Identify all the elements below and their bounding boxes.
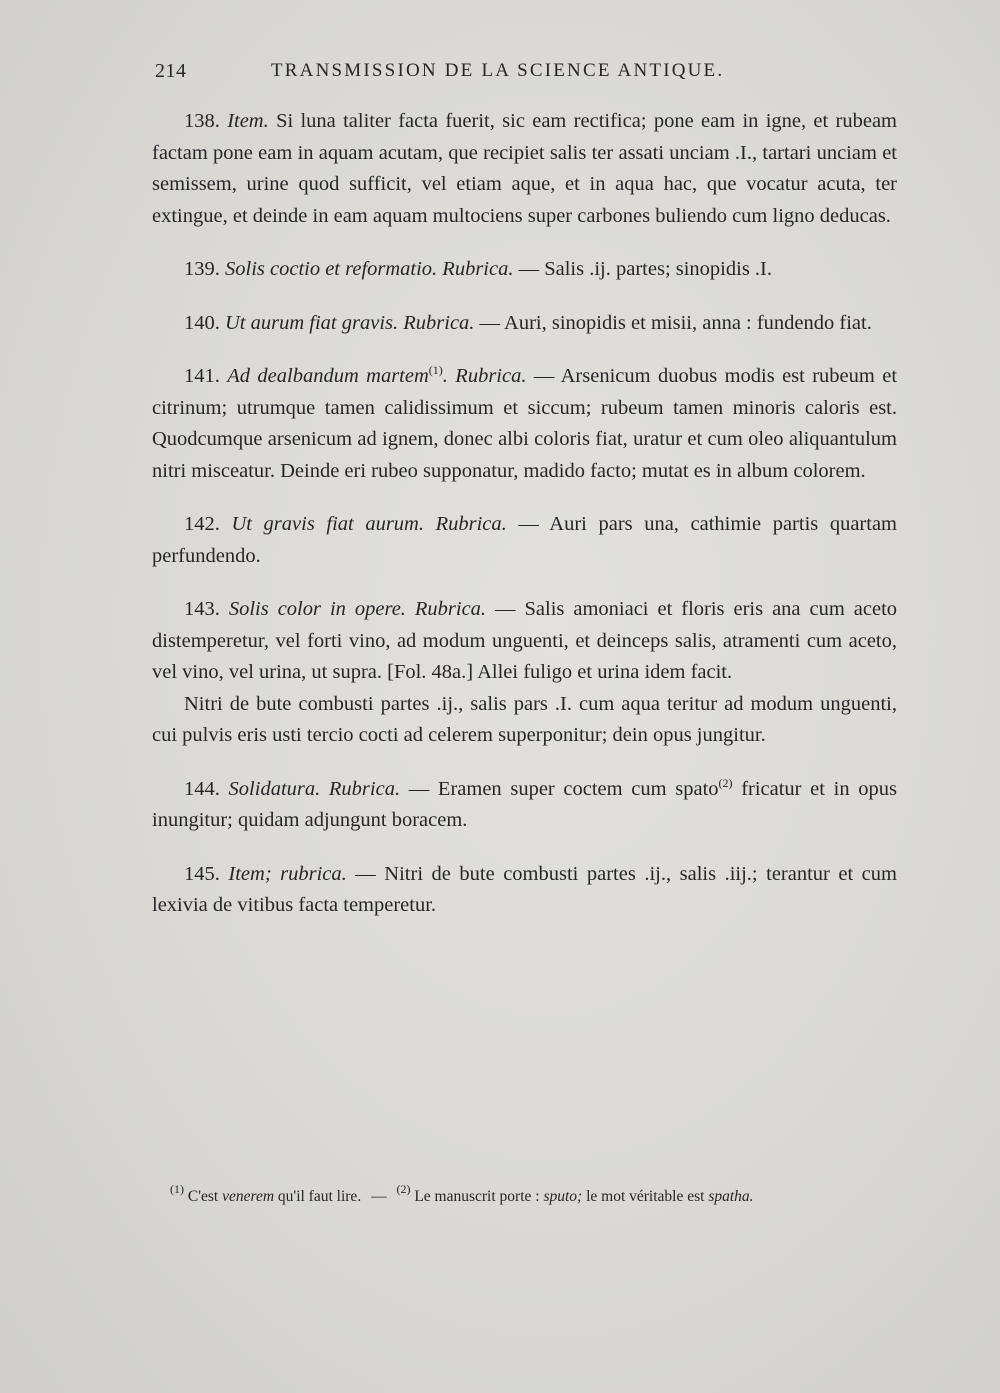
body-text [152,106,897,944]
entry-text: — Salis amoniaci et floris eris ana cum aceto distemperetur, vel forti vino, ad modum unguenti, et deinceps salis, atramenti cum aceto, vel vino, vel urina, ut supra. [Fol. 48a.] Allei fuligo et urina idem facit. [152,598,898,683]
entry-number: 142. [184,513,220,535]
entry-title: Ut aurum fiat gravis. Rubrica. [225,311,475,334]
footnote-ref-2: (2) [718,775,733,790]
footnote-separator: — [371,1188,387,1205]
entry-143 [152,594,897,689]
entry-144 [152,774,897,837]
entry-number: 139. [184,258,220,280]
entry-141 [152,361,897,487]
entry-number: 144. [184,777,220,800]
footnote-2-text-mid: le mot véritable est [586,1188,705,1205]
footnotes [148,1182,893,1209]
entry-title: Solis coctio et reformatio. Rubrica. [225,258,514,280]
entry-140 [152,308,897,340]
entry-title: Ad dealbandum martem [227,365,429,387]
entry-title: Ut gravis fiat aurum. Rubrica. [231,513,507,535]
entry-number: 138. [184,110,220,132]
footnote-mark-2: (2) [396,1182,411,1196]
entry-title: Solidatura. Rubrica. [228,777,401,800]
entry-text: fricatur et in opus inungitur; quidam adjungunt boracem. [152,777,897,831]
footnote-2-italic: sputo; [543,1188,583,1205]
entry-text-before-ref: — Eramen super coctem cum spato [408,777,719,800]
entry-text: — Nitri de bute combusti partes .ij., salis .iij.; terantur et cum lexivia de vitibus facta temperetur. [152,862,897,916]
entry-title: Item; rubrica. [228,862,347,885]
entry-142 [152,509,897,572]
footnote-mark-1: (1) [170,1182,184,1196]
entry-number: 145. [184,862,220,885]
running-title: TRANSMISSION DE LA SCIENCE ANTIQUE. [271,60,725,81]
entry-title: Item. [227,110,269,132]
footnote-1-text-end: qu'il faut lire. [277,1188,362,1205]
entry-text: — Auri, sinopidis et misii, anna : fundendo fiat. [479,311,872,334]
footnote-2-text: Le manuscrit porte : [414,1188,540,1205]
entry-number: 143. [184,598,220,620]
entry-title: Solis color in opere. Rubrica. [228,598,487,620]
entry-text: — Auri pars una, cathimie partis quartam perfundendo. [152,513,897,567]
entry-143-continuation [152,689,897,752]
entry-text: — Arsenicum duobus modis est rubeum et citrinum; utrumque tamen calidissimum et siccum; rubeum tamen minoris caloris est. Quodcumque arsenicum ad ignem, donec albi coloris fiat, uratur et cum oleo aliquantulum nitri misceatur. Deinde eri rubeo supponatur, madido facto; mutat es in album colorem. [152,365,898,482]
entry-title-rubrica: . Rubrica. [442,365,527,387]
entry-139 [152,254,897,286]
page-number: 214 [155,60,187,82]
entry-138 [152,106,897,232]
entry-text: Si luna taliter facta fuerit, sic eam rectifica; pone eam in igne, et rubeam factam pone eam in aquam acutam, que recipiet salis ter assati unciam .I., tartari unciam et semissem, urine quod sufficit, vel etiam aque, et in aqua hac, que vocatur acuta, ter extingue, et deinde in eam aquam multociens super carbones buliendo cum ligno deducas. [152,110,898,227]
entry-number: 141. [184,365,220,387]
entry-text: — Salis .ij. partes; sinopidis .I. [518,258,773,280]
footnote-1-text: C'est [187,1188,219,1205]
page-header [155,60,895,90]
footnote-1-italic: venerem [222,1188,275,1205]
entry-number: 140. [184,311,220,334]
footnote-2-italic-end: spatha. [708,1188,754,1205]
entry-text: Nitri de bute combusti partes .ij., salis pars .I. cum aqua teritur ad modum unguenti, cui pulvis eris usti tercio cocti ad celerem superponitur; dein opus jungitur. [152,692,897,746]
entry-145 [152,859,897,922]
footnote-ref-1: (1) [428,363,443,377]
